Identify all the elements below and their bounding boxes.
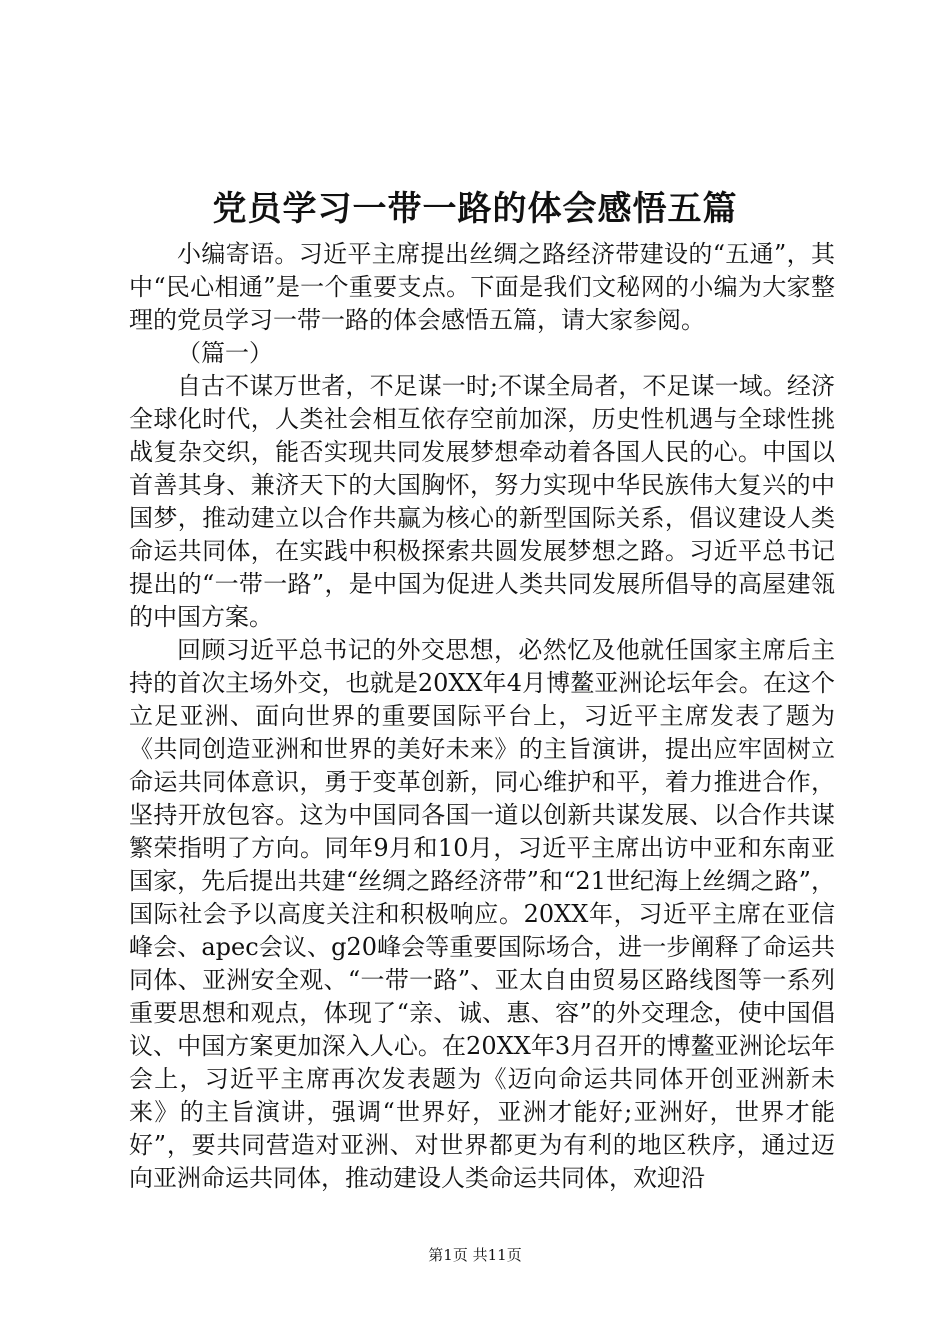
body-paragraph: 回顾习近平总书记的外交思想，必然忆及他就任国家主席后主持的首次主场外交，也就是20XX年4月博鳌亚洲论坛年会。在这个立足亚洲、面向世界的重要国际平台上，习近平主席发表了题为《共同创造亚洲和世界的美好未来》的主旨演讲，提出应牢固树立命运共同体意识，勇于变革创新，同心维护和平，着力推进合作，坚持开放包容。这为中国同各国一道以创新共谋发展、以合作共谋繁荣指明了方向。同年9月和10月，习近平主席出访中亚和东南亚国家，先后提出共建“丝绸之路经济带”和“21世纪海上丝绸之路”，国际社会予以高度关注和积极响应。20XX年，习近平主席在亚信峰会、apec会议、g20峰会等重要国际场合，进一步阐释了命运共同体、亚洲安全观、“一带一路”、亚太自由贸易区路线图等一系列重要思想和观点，体现了“亲、诚、惠、容”的外交理念，使中国倡议、中国方案更加深入人心。在20XX年3月召开的博鳌亚洲论坛年会上，习近平主席再次发表题为《迈向命运共同体开创亚洲新未来》的主旨演讲，强调“世界好，亚洲才能好;亚洲好，世界才能好”，要共同营造对亚洲、对世界都更为有利的地区秩序，通过迈向亚洲命运共同体，推动建设人类命运共同体，欢迎沿 <box>129 636 835 1192</box>
document-title: 党员学习一带一路的体会感悟五篇 <box>212 189 738 229</box>
body-paragraph: 自古不谋万世者，不足谋一时;不谋全局者，不足谋一域。经济全球化时代，人类社会相互依存空前加深，历史性机遇与全球性挑战复杂交织，能否实现共同发展梦想牵动着各国人民的心。中国以首善其身、兼济天下的大国胸怀，努力实现中华民族伟大复兴的中国梦，推动建立以合作共赢为核心的新型国际关系，倡议建设人类命运共同体，在实践中积极探索共圆发展梦想之路。习近平总书记提出的“一带一路”，是中国为促进人类共同发展所倡导的高屋建瓴的中国方案。 <box>129 372 835 631</box>
section-heading: （篇一） <box>177 339 273 367</box>
page-number-footer: 第1页 共11页 <box>428 1246 522 1264</box>
document-body <box>129 238 835 1195</box>
intro-paragraph: 小编寄语。习近平主席提出丝绸之路经济带建设的“五通”，其中“民心相通”是一个重要支点。下面是我们文秘网的小编为大家整理的党员学习一带一路的体会感悟五篇，请大家参阅。 <box>129 240 835 334</box>
